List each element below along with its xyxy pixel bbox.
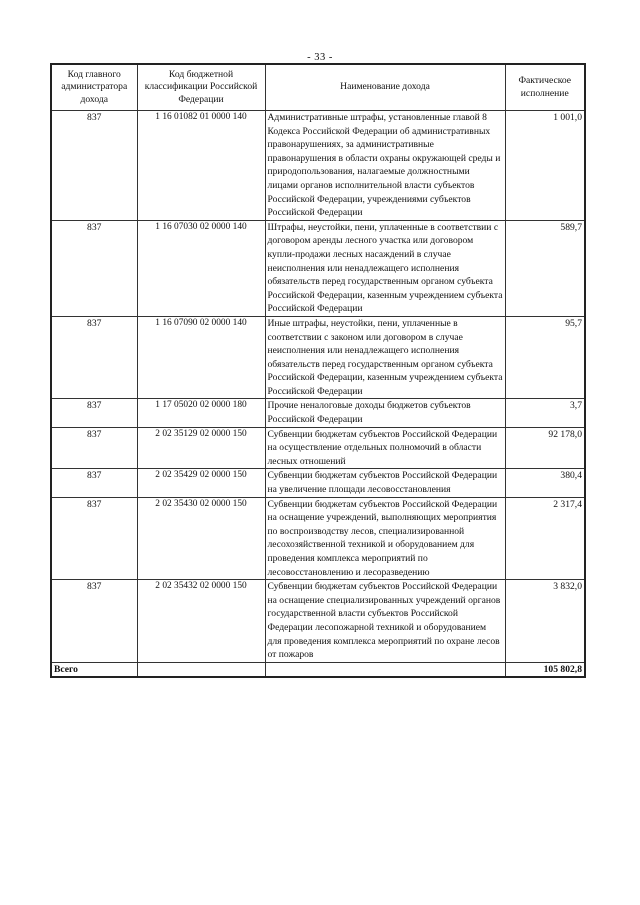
header-admin-code: Код главного администратора дохода (51, 64, 137, 111)
budget-code-cell: 1 16 01082 01 0000 140 (137, 111, 265, 221)
revenue-name-cell: Субвенции бюджетам субъектов Российской Федерации на увеличение площади лесовосстановления (265, 469, 505, 497)
table-header-row (51, 64, 585, 111)
header-revenue-name: Наименование дохода (265, 64, 505, 111)
amount-cell: 92 178,0 (505, 427, 585, 469)
budget-code-cell: 1 16 07090 02 0000 140 (137, 316, 265, 399)
header-actual-amount: Фактическое исполнение (505, 64, 585, 111)
table-row (51, 497, 585, 580)
revenue-table (50, 63, 586, 678)
admin-code-cell: 837 (51, 220, 137, 316)
budget-code-cell: 2 02 35429 02 0000 150 (137, 469, 265, 497)
amount-cell: 589,7 (505, 220, 585, 316)
total-row (51, 662, 585, 677)
admin-code-cell: 837 (51, 427, 137, 469)
table-row (51, 427, 585, 469)
admin-code-cell: 837 (51, 497, 137, 580)
budget-code-cell: 2 02 35430 02 0000 150 (137, 497, 265, 580)
revenue-name-cell: Иные штрафы, неустойки, пени, уплаченные в соответствии с законом или договором в случае неисполнения или ненадлежащего исполнения обязательств перед государственным органом субъекта Российской Федерации, казенным учреждением субъекта Российской Федерации (265, 316, 505, 399)
admin-code-cell: 837 (51, 111, 137, 221)
table-row (51, 220, 585, 316)
budget-code-cell: 2 02 35432 02 0000 150 (137, 580, 265, 663)
amount-cell: 1 001,0 (505, 111, 585, 221)
revenue-name-cell: Субвенции бюджетам субъектов Российской Федерации на оснащение специализированных учреждений органов государственной власти субъектов Российской Федерации лесопожарной техникой и оборудованием для проведения комплекса мероприятий по охране лесов от пожаров (265, 580, 505, 663)
amount-cell: 2 317,4 (505, 497, 585, 580)
revenue-name-cell: Административные штрафы, установленные главой 8 Кодекса Российской Федерации об административных правонарушениях, за административные правонарушения в области охраны окружающей среды и природопользования, налагаемые должностными лицами органов исполнительной власти субъектов Российской Федерации, учреждениями субъектов Российской Федерации (265, 111, 505, 221)
revenue-name-cell: Субвенции бюджетам субъектов Российской Федерации на оснащение учреждений, выполняющих мероприятия по воспроизводству лесов, специализированной лесохозяйственной техникой и оборудованием для проведения комплекса мероприятий по лесовосстановлению и лесоразведению (265, 497, 505, 580)
revenue-name-cell: Штрафы, неустойки, пени, уплаченные в соответствии с договором аренды лесного участка или договором купли-продажи лесных насаждений в случае неисполнения или ненадлежащего исполнения обязательств перед государственным органом субъекта Российской Федерации, казенным учреждением субъекта Российской Федерации (265, 220, 505, 316)
header-budget-code: Код бюджетной классификации Российской Федерации (137, 64, 265, 111)
total-amount: 105 802,8 (505, 662, 585, 677)
table-row (51, 580, 585, 663)
admin-code-cell: 837 (51, 316, 137, 399)
admin-code-cell: 837 (51, 580, 137, 663)
revenue-name-cell: Прочие неналоговые доходы бюджетов субъектов Российской Федерации (265, 399, 505, 427)
total-empty-code (137, 662, 265, 677)
admin-code-cell: 837 (51, 399, 137, 427)
budget-code-cell: 1 16 07030 02 0000 140 (137, 220, 265, 316)
amount-cell: 3,7 (505, 399, 585, 427)
admin-code-cell: 837 (51, 469, 137, 497)
amount-cell: 95,7 (505, 316, 585, 399)
table-row (51, 399, 585, 427)
table-row (51, 316, 585, 399)
table-row (51, 469, 585, 497)
amount-cell: 3 832,0 (505, 580, 585, 663)
amount-cell: 380,4 (505, 469, 585, 497)
budget-code-cell: 2 02 35129 02 0000 150 (137, 427, 265, 469)
budget-code-cell: 1 17 05020 02 0000 180 (137, 399, 265, 427)
page-number: - 33 - (307, 52, 333, 63)
table-row (51, 111, 585, 221)
total-label: Всего (51, 662, 137, 677)
total-empty-name (265, 662, 505, 677)
revenue-name-cell: Субвенции бюджетам субъектов Российской Федерации на осуществление отдельных полномочий в области лесных отношений (265, 427, 505, 469)
